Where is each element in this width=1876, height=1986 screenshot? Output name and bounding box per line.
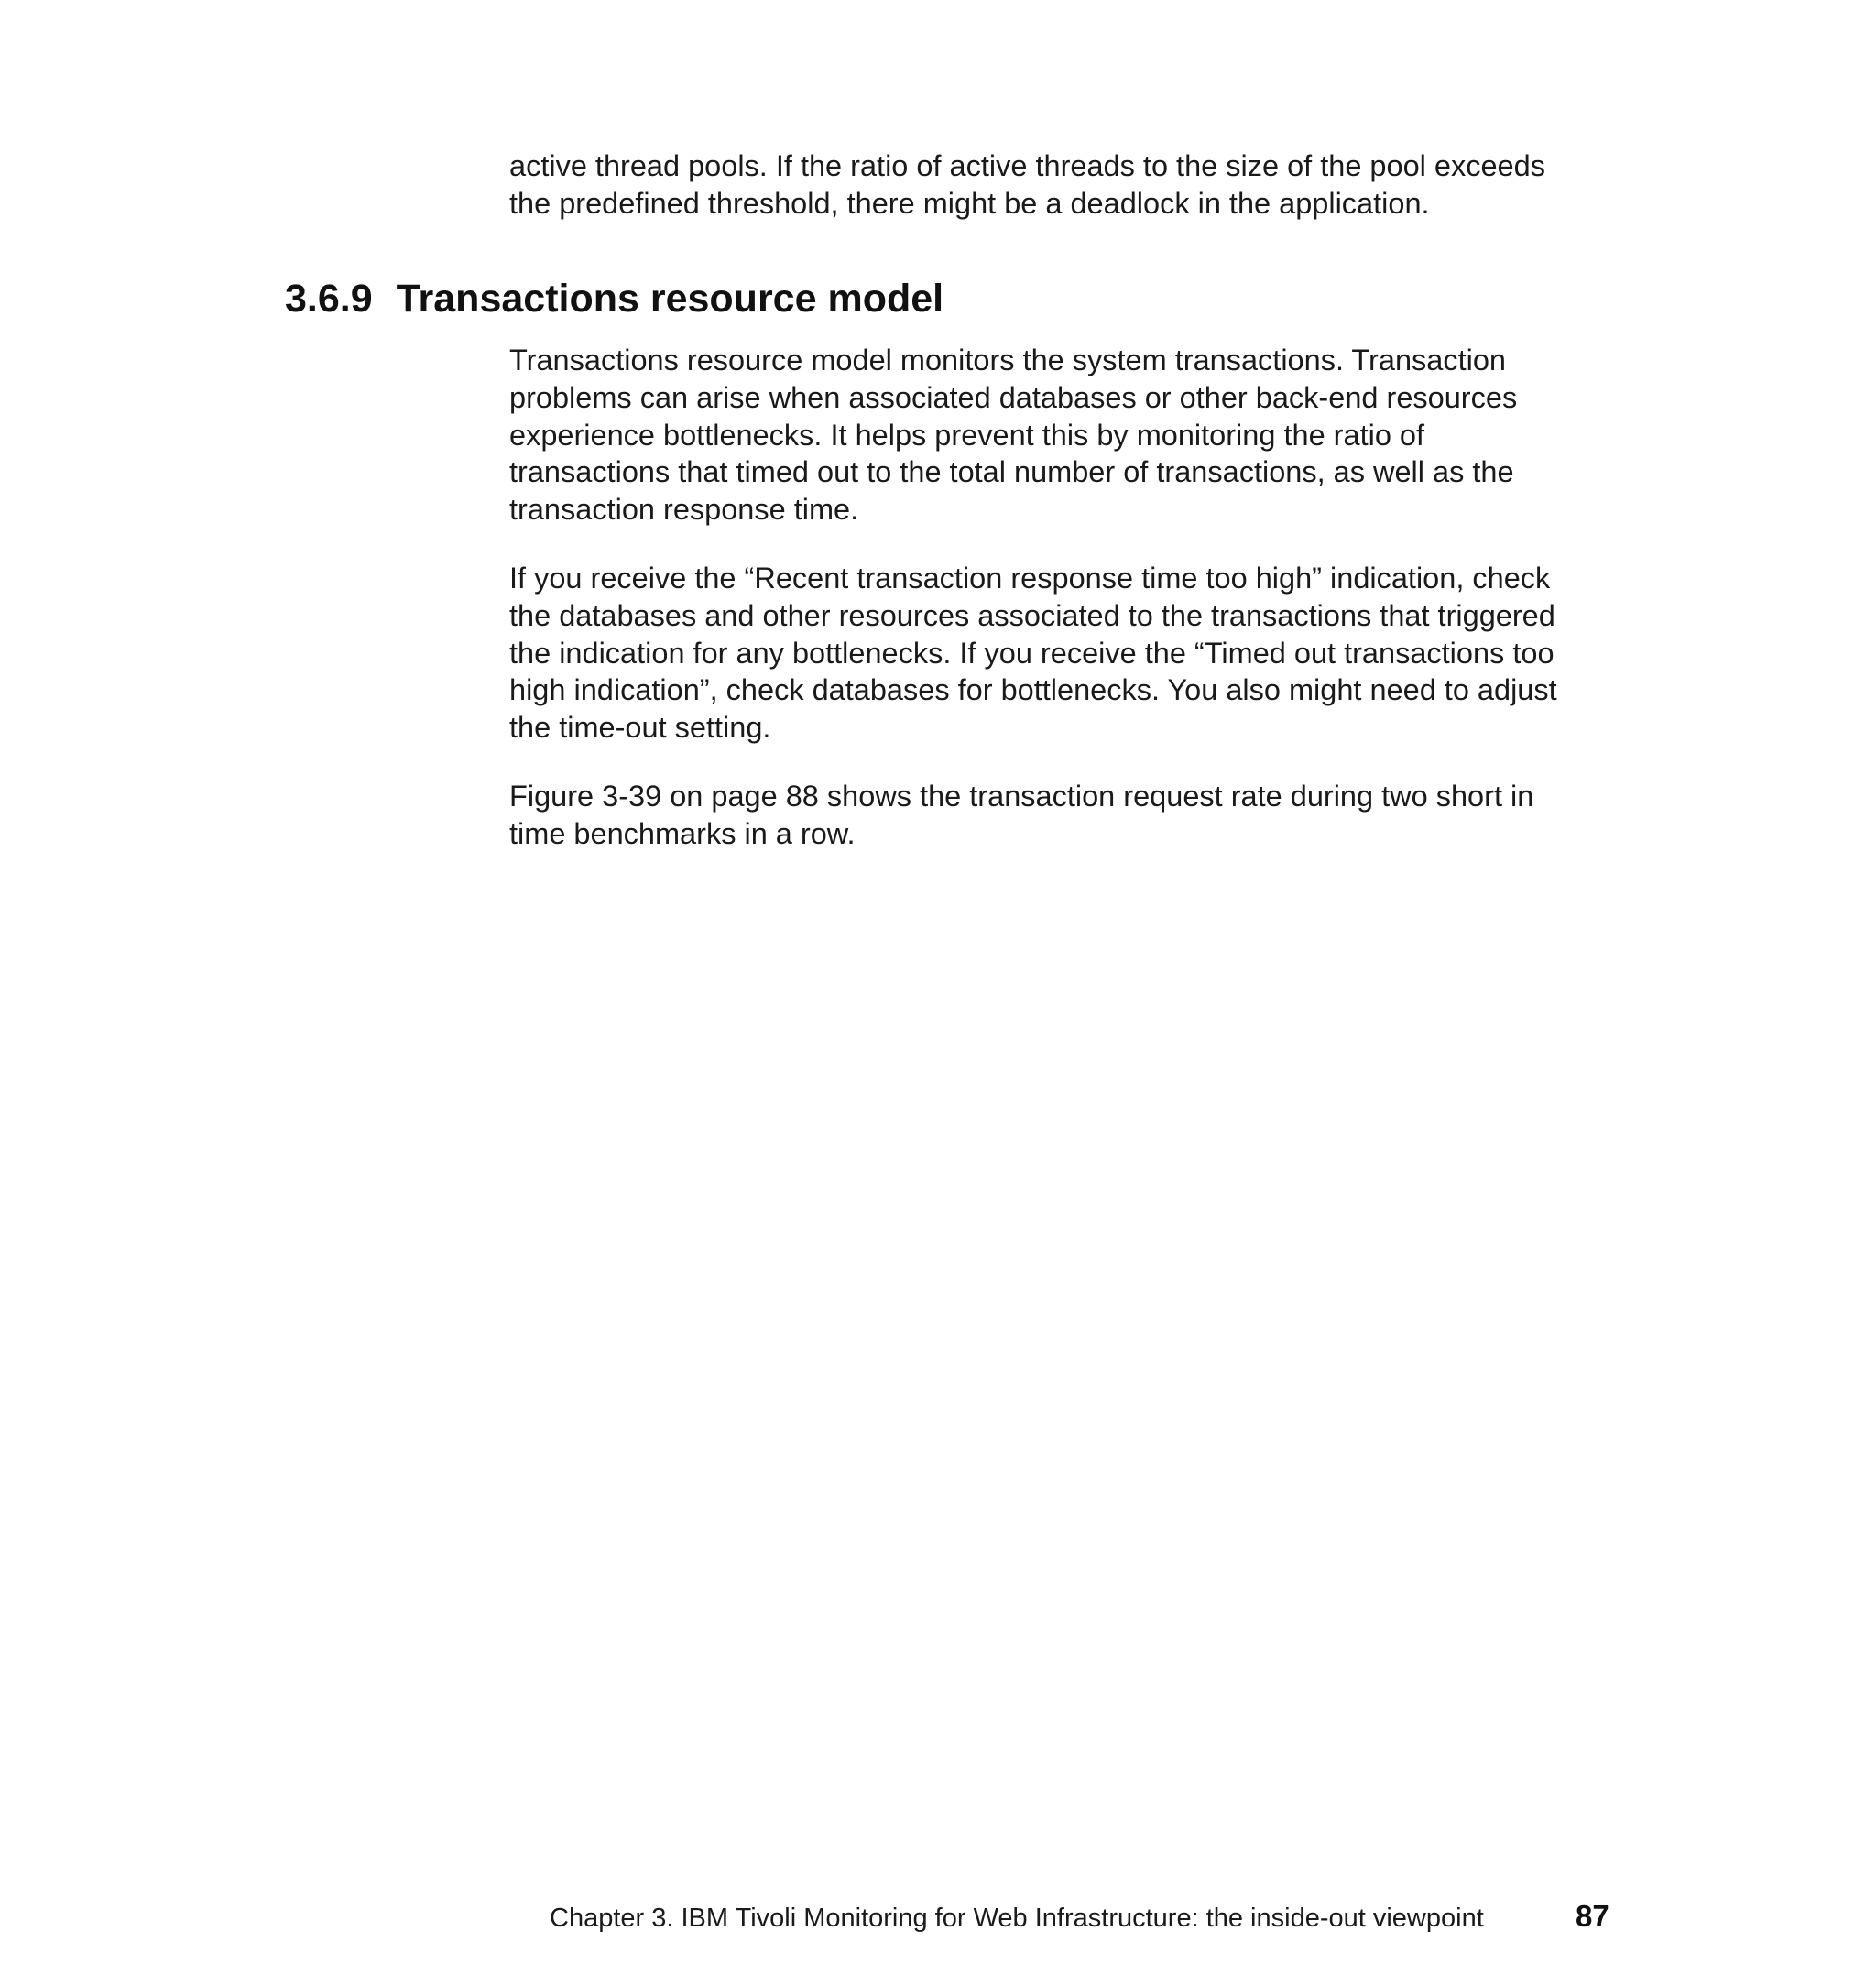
text-line: If you receive the “Recent transaction response time too high” indication, check: [509, 562, 1551, 595]
section-heading: [285, 275, 943, 322]
body-paragraph-1: [509, 342, 1609, 529]
page-footer: Chapter 3. IBM Tivoli Monitoring for Web Infrastructure: the inside-out viewpoint: [550, 1904, 1484, 1933]
text-line: time benchmarks in a row.: [509, 816, 856, 850]
body-paragraph-3: [509, 778, 1609, 853]
text-line: the databases and other resources associated to the transactions that triggered: [509, 598, 1555, 632]
section-title: Transactions resource model: [396, 277, 944, 321]
body-paragraph-2: [509, 560, 1609, 747]
text-line: experience bottlenecks. It helps prevent this by monitoring the ratio of: [509, 418, 1425, 452]
text-line: Transactions resource model monitors the system transactions. Transaction: [509, 344, 1507, 376]
text-line: transactions that timed out to the total number of transactions, as well as the: [509, 455, 1514, 489]
text-line: the indication for any bottlenecks. If you receive the “Timed out transactions too: [509, 636, 1554, 670]
text-line: active thread pools. If the ratio of active threads to the size of the pool exceeds: [509, 149, 1545, 182]
section-number: 3.6.9: [285, 277, 373, 321]
page-number: 87: [1576, 1899, 1609, 1933]
text-line: problems can arise when associated databases or other back-end resources: [509, 380, 1518, 414]
text-line: the predefined threshold, there might be a deadlock in the application.: [509, 186, 1430, 220]
text-line: Figure 3-39 on page 88 shows the transaction request rate during two short in: [509, 780, 1534, 813]
text-line: high indication”, check databases for bottlenecks. You also might need to adjust: [509, 673, 1557, 707]
text-line: the time-out setting.: [509, 711, 771, 745]
text-line: transaction response time.: [509, 493, 859, 527]
intro-paragraph: [509, 147, 1609, 223]
